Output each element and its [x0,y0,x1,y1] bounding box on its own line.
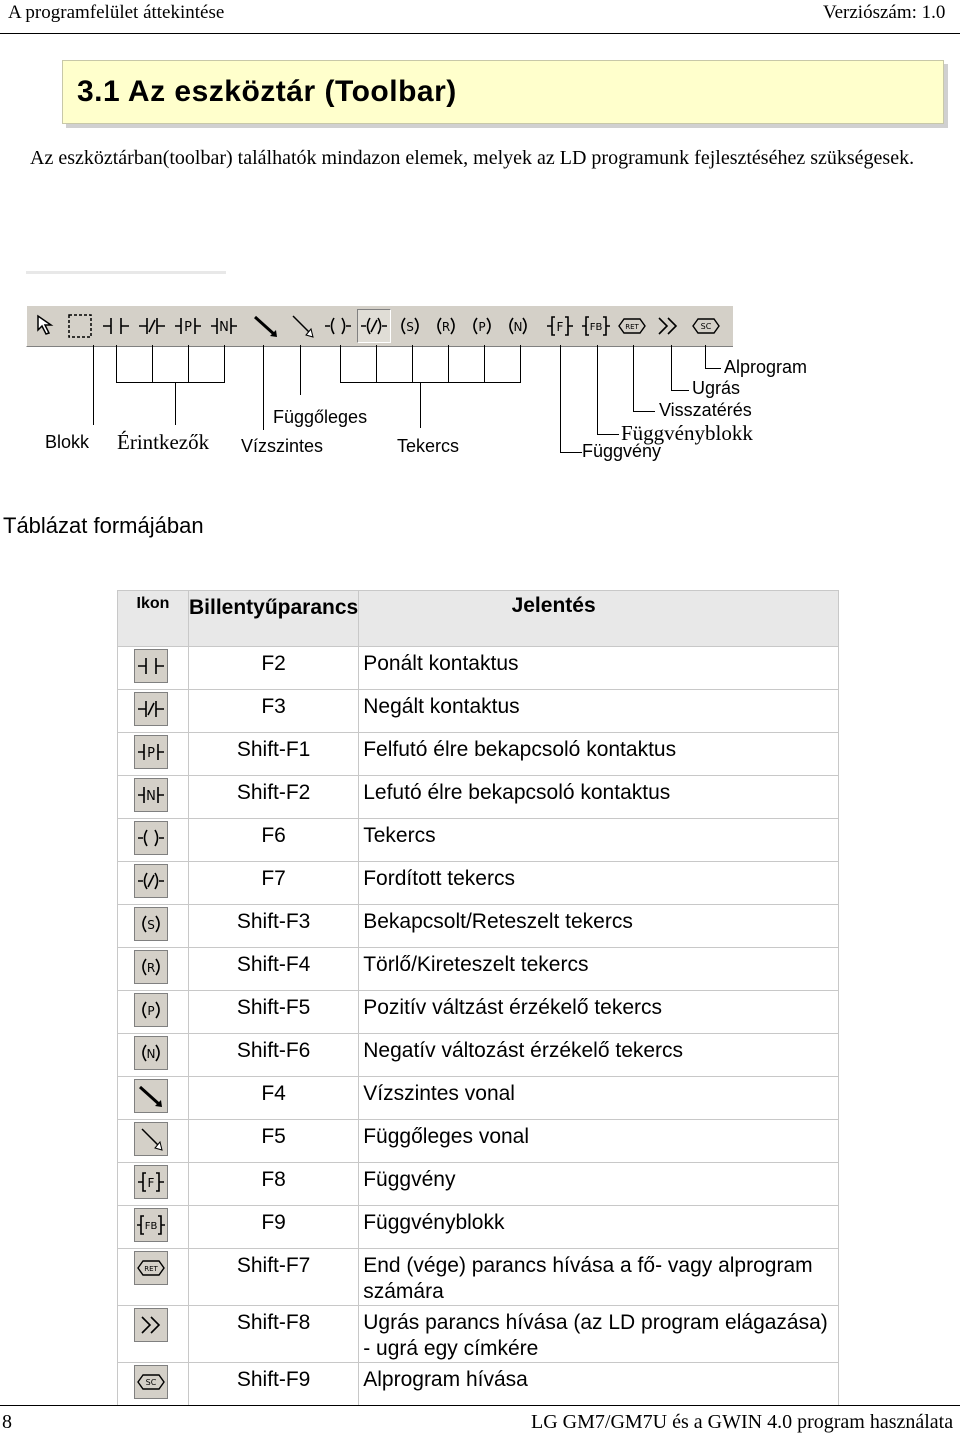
running-header-title: A programfelület áttekintése [8,2,225,23]
table-row [118,991,839,1034]
icon-cell [118,1363,189,1406]
contact-n-icon[interactable] [207,309,241,343]
icon-cell [118,690,189,733]
contact-nc-icon[interactable] [135,309,169,343]
table-row [118,1306,839,1363]
icon-cell [118,991,189,1034]
meaning-cell: Törlő/Kireteszelt tekercs [359,948,839,991]
key-cell: Shift-F2 [189,776,359,819]
key-cell: Shift-F3 [189,905,359,948]
icon-cell [118,776,189,819]
col-header-ikon: Ikon [118,591,189,647]
label-tekercs: Tekercs [397,436,460,456]
svg-text:P: P [147,1004,155,1018]
key-cell: F4 [189,1077,359,1120]
svg-text:F: F [147,1176,155,1190]
icon-cell [118,1163,189,1206]
svg-text:SC: SC [700,322,712,331]
table-row [118,1034,839,1077]
meaning-cell: Függvény [359,1163,839,1206]
table-row [118,862,839,905]
label-alprogram: Alprogram [724,357,808,377]
table-row [118,1249,839,1306]
table-header-row [118,591,839,647]
n-coil-icon [134,1036,168,1070]
meaning-cell: Fordított tekercs [359,862,839,905]
subroutine-call-icon [134,1365,168,1399]
running-header-version: Verziószám: 1.0 [823,2,946,23]
function-icon [134,1165,168,1199]
icon-cell [118,1206,189,1249]
toolbar [26,305,733,347]
meaning-cell: Felfutó élre bekapcsoló kontaktus [359,733,839,776]
meaning-cell: Vízszintes vonal [359,1077,839,1120]
meaning-cell: Bekapcsolt/Reteszelt tekercs [359,905,839,948]
svg-text:S: S [147,918,155,932]
icon-cell [118,819,189,862]
meaning-cell: Ugrás parancs hívása (az LD program elágazása) - ugrá egy címkére [359,1306,839,1363]
key-cell: Shift-F4 [189,948,359,991]
key-cell: Shift-F6 [189,1034,359,1077]
table-row [118,647,839,690]
contact-no-icon[interactable] [99,309,133,343]
meaning-cell: Függőleges vonal [359,1120,839,1163]
col-header-key: Billentyűparancs [189,591,359,647]
key-cell: F5 [189,1120,359,1163]
svg-text:N: N [219,320,229,335]
inverted-coil-icon [134,864,168,898]
key-cell: F8 [189,1163,359,1206]
vertical-line-icon[interactable] [285,309,319,343]
toolbar-title-strip [26,271,226,274]
icon-cell [118,1120,189,1163]
icon-cell [118,1077,189,1120]
contact-nc-icon [134,692,168,726]
key-cell: F7 [189,862,359,905]
p-coil-icon [134,993,168,1027]
key-cell: Shift-F8 [189,1306,359,1363]
label-erintkezok: Érintkezők [117,430,210,454]
table-row [118,1077,839,1120]
contact-no-icon [134,649,168,683]
meaning-cell: Pozitív váltzást érzékelő tekercs [359,991,839,1034]
label-vizszintes: Vízszintes [241,436,324,456]
jump-icon[interactable] [651,309,685,343]
icon-cell [118,733,189,776]
table-row [118,690,839,733]
reset-coil-icon [134,950,168,984]
block-select-icon[interactable] [63,309,97,343]
key-cell: Shift-F5 [189,991,359,1034]
label-fuggoleges: Függőleges [273,407,368,427]
vertical-line-icon [134,1122,168,1156]
meaning-cell: Függvényblokk [359,1206,839,1249]
key-cell: Shift-F7 [189,1249,359,1306]
header-divider [0,33,960,34]
icon-cell [118,948,189,991]
label-fuggveny: Függvény [582,441,662,461]
label-ugras: Ugrás [692,378,741,398]
table-row [118,819,839,862]
svg-text:FB: FB [589,322,603,333]
table-row [118,1120,839,1163]
intro-paragraph: Az eszköztárban(toolbar) találhatók mindazon elemek, melyek az LD programunk fejlesztéséhez szükségesek. [30,147,915,169]
section-heading-box [62,60,944,124]
label-visszateres: Visszatérés [659,400,752,420]
svg-text:R: R [146,961,156,975]
meaning-cell: Alprogram hívása [359,1363,839,1406]
meaning-cell: Negált kontaktus [359,690,839,733]
icon-cell [118,905,189,948]
table-row [118,905,839,948]
p-coil-icon[interactable] [465,309,499,343]
footer-title: LG GM7/GM7U és a GWIN 4.0 program használata [531,1411,954,1433]
pointer-icon[interactable] [29,309,63,343]
key-cell: Shift-F1 [189,733,359,776]
key-cell: F2 [189,647,359,690]
svg-text:P: P [184,320,192,335]
table-intro: Táblázat formájában [3,513,204,538]
section-heading: 3.1 Az eszköztár (Toolbar) [77,75,457,108]
return-icon [134,1251,168,1285]
return-icon[interactable] [615,309,649,343]
key-cell: F9 [189,1206,359,1249]
contact-n-icon [134,778,168,812]
table-row [118,733,839,776]
table-row [118,1163,839,1206]
key-cell: F6 [189,819,359,862]
inverted-coil-icon[interactable] [357,309,391,343]
set-coil-icon[interactable] [393,309,427,343]
icon-cell [118,1034,189,1077]
svg-text:RET: RET [625,323,639,331]
svg-text:P: P [478,320,486,334]
meaning-cell: Lefutó élre bekapcsoló kontaktus [359,776,839,819]
n-coil-icon[interactable] [501,309,535,343]
meaning-cell: Tekercs [359,819,839,862]
horizontal-line-icon[interactable] [249,309,283,343]
svg-text:N: N [513,320,523,334]
svg-text:N: N [146,1047,156,1061]
table-row [118,1206,839,1249]
svg-text:SC: SC [145,1378,157,1387]
contact-p-icon[interactable] [171,309,205,343]
key-cell: Shift-F9 [189,1363,359,1406]
col-header-meaning: Jelentés [359,591,839,647]
svg-text:F: F [556,320,564,334]
function-block-icon [134,1208,168,1242]
meaning-cell: End (vége) parancs hívása a fő- vagy alprogram számára [359,1249,839,1306]
table-row [118,948,839,991]
coil-icon [134,821,168,855]
coil-icon[interactable] [321,309,355,343]
subroutine-call-icon[interactable] [689,309,723,343]
table-row [118,1363,839,1406]
jump-icon [134,1308,168,1342]
function-icon[interactable] [543,309,577,343]
horizontal-line-icon [134,1079,168,1113]
function-block-icon[interactable] [579,309,613,343]
reset-coil-icon[interactable] [429,309,463,343]
page-number: 8 [2,1411,12,1433]
svg-text:P: P [147,746,155,761]
svg-text:R: R [441,320,451,334]
meaning-cell: Ponált kontaktus [359,647,839,690]
svg-text:S: S [406,320,414,334]
svg-text:FB: FB [144,1221,158,1232]
label-fuggvenyblokk: Függvényblokk [621,421,753,445]
icon-cell [118,1306,189,1363]
meaning-cell: Negatív változást érzékelő tekercs [359,1034,839,1077]
table-row [118,776,839,819]
key-cell: F3 [189,690,359,733]
icon-cell [118,1249,189,1306]
label-blokk: Blokk [45,432,90,452]
svg-text:RET: RET [144,1265,158,1273]
icon-cell [118,862,189,905]
set-coil-icon [134,907,168,941]
shortcut-table [117,590,839,1406]
icon-cell [118,647,189,690]
svg-text:N: N [146,789,156,804]
footer-divider [0,1405,960,1406]
contact-p-icon [134,735,168,769]
